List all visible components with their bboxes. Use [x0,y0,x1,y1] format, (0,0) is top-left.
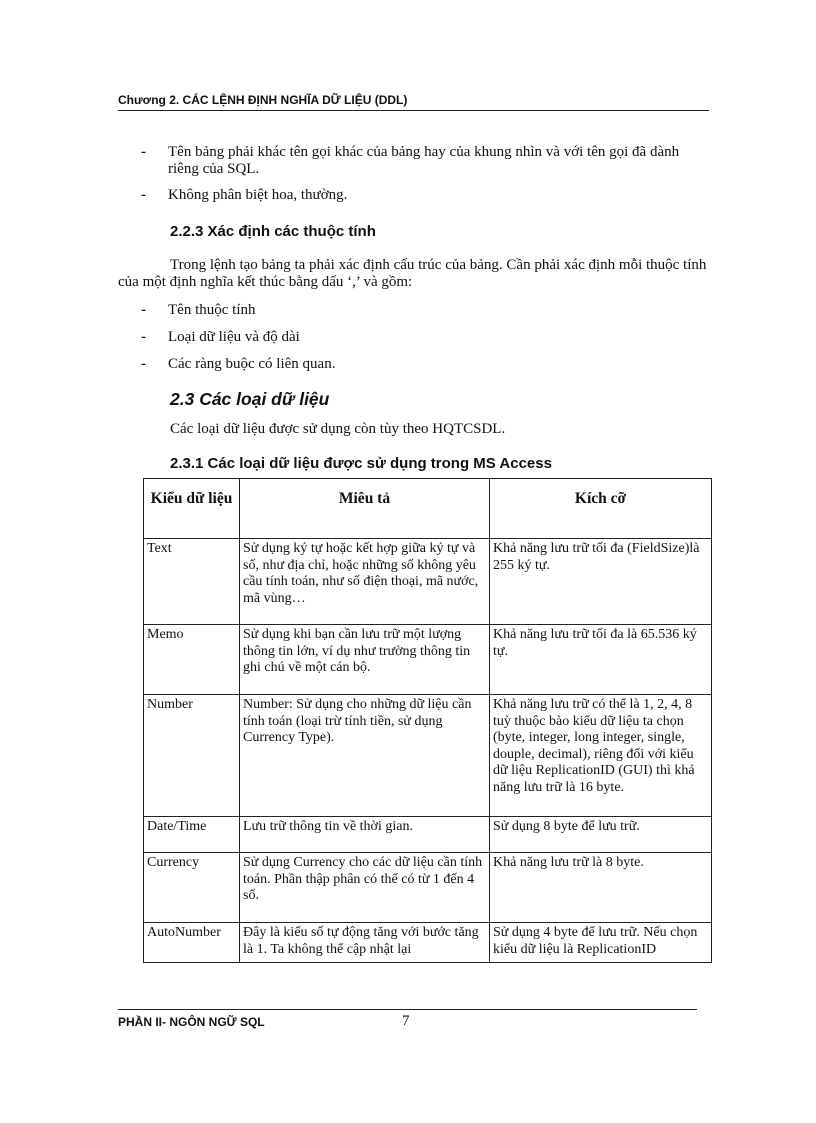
footer-part-title: PHẦN II- NGÔN NGỮ SQL [118,1015,265,1029]
bullet-dash: - [141,144,146,160]
table-header-row [144,479,712,539]
footer-divider [118,1009,697,1010]
cell-description: Sử dụng Currency cho các dữ liệu cần tính toán. Phần thập phân có thể có từ 1 đến 4 số. [240,853,490,923]
table-row [144,817,712,853]
section-223-heading: 2.2.3 Xác định các thuộc tính [170,223,376,240]
bullet-item [141,356,711,373]
bullet-item [141,302,711,319]
bullet-text: Không phân biệt hoa, thường. [168,187,348,203]
data-types-table [143,478,712,963]
section-231-heading: 2.3.1 Các loại dữ liệu được sử dụng trong MS Access [170,455,552,472]
bullet-text: Tên bảng phải khác tên gọi khác của bảng hay của khung nhìn và với tên gọi đã dành riêng của SQL. [168,144,680,177]
bullet-dash: - [141,329,146,345]
cell-description: Sử dụng khi bạn cần lưu trữ một lượng thông tin lớn, ví dụ như trường thông tin ghi chú về một cán bộ. [240,625,490,695]
cell-size: Khả năng lưu trữ là 8 byte. [490,853,712,923]
bullet-dash: - [141,356,146,372]
cell-type: Number [144,695,240,817]
header-divider [118,110,709,111]
bullet-item [141,329,711,346]
section-23-heading: 2.3 Các loại dữ liệu [170,389,330,409]
cell-size: Sử dụng 8 byte để lưu trữ. [490,817,712,853]
section-223-intro: Trong lệnh tạo bảng ta phải xác định cấu trúc của bảng. Cần phải xác định mỗi thuộc tính của một định nghĩa kết thúc bằng dấu ‘,’ và gồm: [118,257,707,290]
section-23-intro: Các loại dữ liệu được sử dụng còn tùy theo HQTCSDL. [170,421,506,437]
cell-description: Sử dụng ký tự hoặc kết hợp giữa ký tự và số, như địa chỉ, hoặc những số không yêu cầu tính toán, như số điện thoại, mã nước, mã vùng… [240,539,490,625]
table-row [144,539,712,625]
bullet-list-attributes [141,302,711,373]
bullet-text: Tên thuộc tính [168,302,256,318]
cell-type: Text [144,539,240,625]
bullet-item [141,144,711,178]
table-row [144,625,712,695]
cell-description: Number: Sử dụng cho những dữ liệu cần tính toán (loại trừ tính tiền, sử dụng Currency Type). [240,695,490,817]
cell-size: Sử dụng 4 byte để lưu trữ. Nếu chọn kiểu dữ liệu là ReplicationID [490,923,712,963]
bullet-item [141,187,711,204]
cell-type: Date/Time [144,817,240,853]
table-row [144,853,712,923]
table-row [144,923,712,963]
cell-description: Đây là kiểu số tự động tăng với bước tăng là 1. Ta không thể cập nhật lại [240,923,490,963]
bullet-dash: - [141,302,146,318]
cell-type: Memo [144,625,240,695]
cell-size: Khả năng lưu trữ tối đa (FieldSize)là 255 ký tự. [490,539,712,625]
chapter-header: Chương 2. CÁC LỆNH ĐỊNH NGHĨA DỮ LIỆU (DDL) [118,93,408,107]
cell-size: Khả năng lưu trữ có thể là 1, 2, 4, 8 tuỳ thuộc bào kiểu dữ liệu ta chọn (byte, integer, long integer, single, douple, decimal), riêng đối với kiểu dữ liệu ReplicationID (GUI) thì khả năng lưu trữ là 16 byte. [490,695,712,817]
column-header-size: Kích cỡ [490,479,712,539]
table-row [144,695,712,817]
bullet-text: Các ràng buộc có liên quan. [168,356,336,372]
cell-size: Khả năng lưu trữ tối đa là 65.536 ký tự. [490,625,712,695]
column-header-description: Miêu tả [240,479,490,539]
page-number: 7 [402,1013,410,1029]
bullet-dash: - [141,187,146,203]
cell-description: Lưu trữ thông tin về thời gian. [240,817,490,853]
bullet-list-top [141,144,711,204]
cell-type: AutoNumber [144,923,240,963]
bullet-text: Loại dữ liệu và độ dài [168,329,300,345]
cell-type: Currency [144,853,240,923]
column-header-type: Kiểu dữ liệu [144,479,240,539]
